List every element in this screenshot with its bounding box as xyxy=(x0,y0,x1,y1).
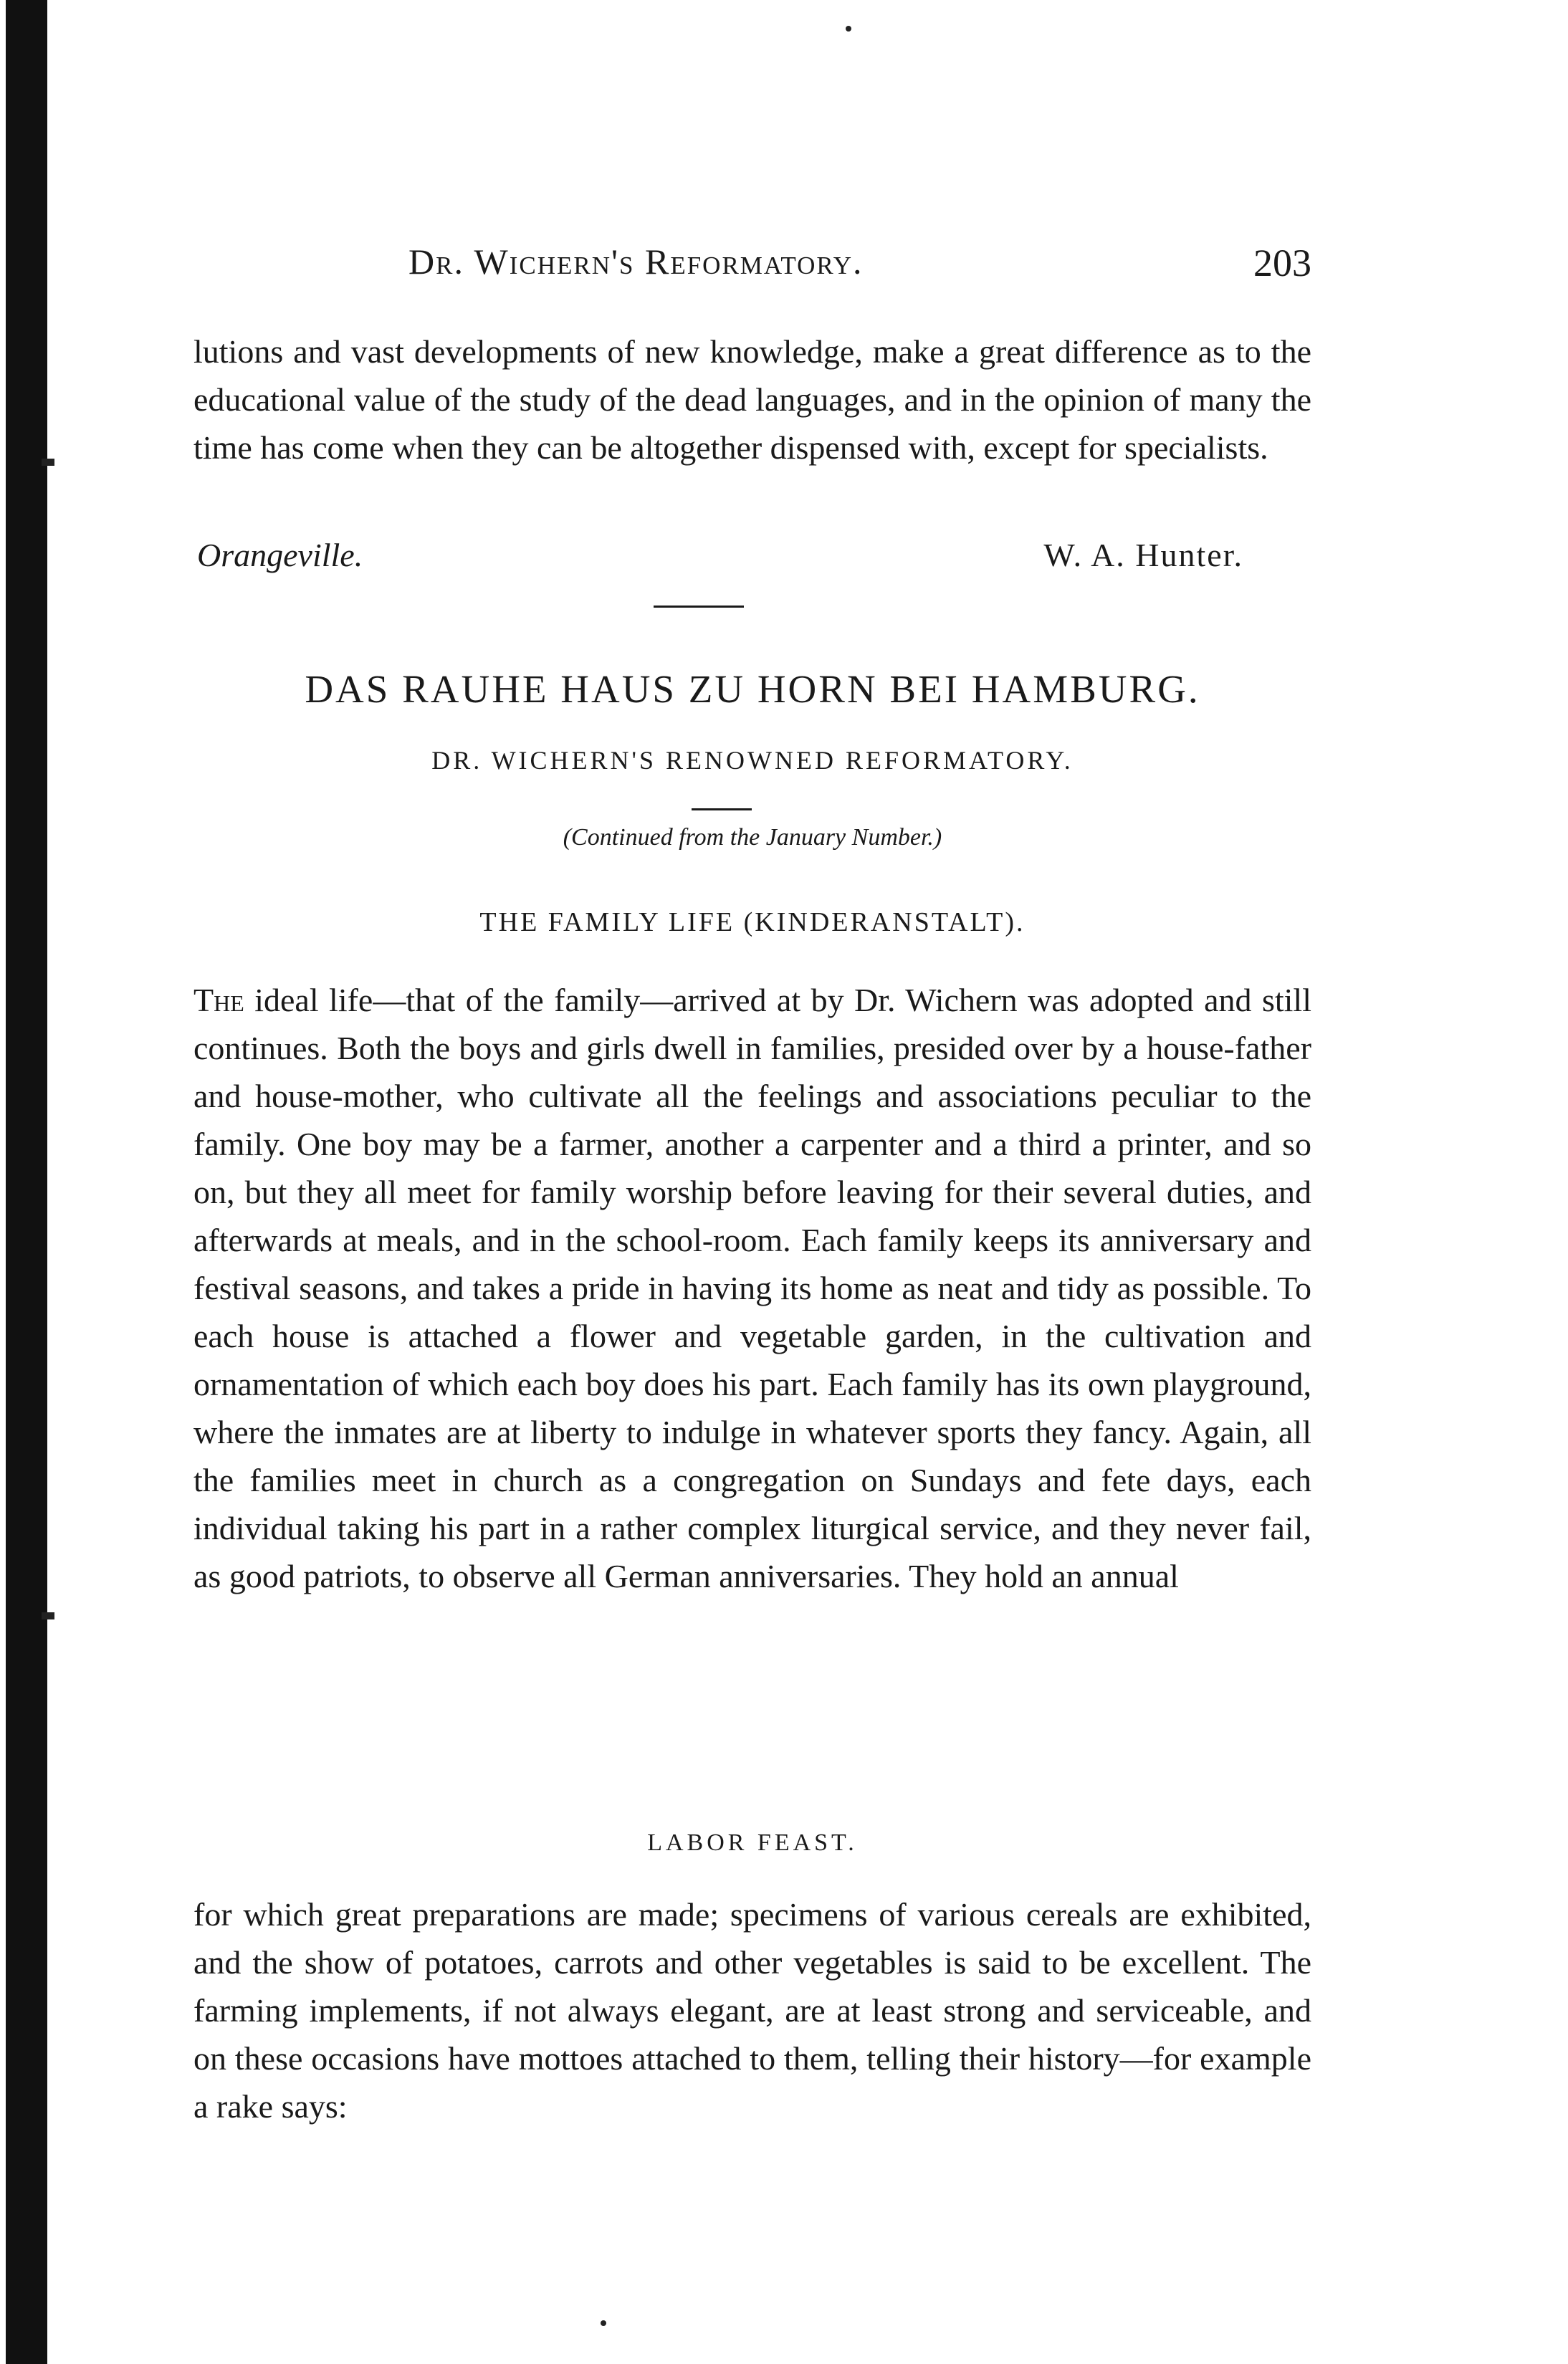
article-title: DAS RAUHE HAUS ZU HORN BEI HAMBURG. xyxy=(305,667,1200,711)
family-life-paragraph xyxy=(193,976,1311,1600)
previous-article-closing-paragraph: lutions and vast developments of new knowledge, make a great difference as to the educational value of the study of the dead languages, and in the opinion of many the time has come when they can be altogether dispensed with, except for specialists. xyxy=(193,333,1311,466)
print-speck xyxy=(601,2320,606,2326)
signature-line xyxy=(193,536,1311,586)
running-header-title: Dr. Wichern's Reformatory. xyxy=(408,241,864,282)
section-divider xyxy=(654,606,744,608)
signature-place: Orangeville. xyxy=(197,537,363,573)
spine-mark xyxy=(42,1612,54,1619)
article-subtitle: DR. WICHERN'S RENOWNED REFORMATORY. xyxy=(431,746,1074,775)
paragraph-lead-word: The xyxy=(193,982,244,1018)
continued-note: (Continued from the January Number.) xyxy=(563,824,942,851)
section-heading: THE FAMILY LIFE (KINDERANSTALT). xyxy=(479,907,1026,937)
labor-feast-heading: LABOR FEAST. xyxy=(647,1829,858,1856)
running-header xyxy=(193,241,1311,298)
spine-mark xyxy=(42,459,54,466)
paragraph-body: ideal life—that of the family—arrived at by Dr. Wichern was adopted and still continues. Both the boys and girls dwell in families, presided over by a house-father and house-mother, who cultivate all the feelings and associations peculiar to the family. One boy may be a farmer, another a carpenter and a third a printer, and so on, but they all meet for family worship before leaving for their several duties, and afterwards at meals, and in the school-room. Each family keeps its anniversary and festival seasons, and takes a pride in having its home as neat and tidy as possible. To each house is attached a flower and vegetable garden, in the cultivation and ornamentation of which each boy does his part. Each family has its own playground, where the inmates are at liberty to indulge in whatever sports they fancy. Again, all the families meet in church as a congregation on Sundays and fete days, each individual taking his part in a rather complex liturgical service, and they never fail, as good patriots, to observe all German anniversaries. They hold an annual xyxy=(193,982,1311,1594)
book-spine-edge xyxy=(6,0,47,2364)
signature-name: W. A. Hunter. xyxy=(1043,537,1243,573)
subtitle-divider xyxy=(692,808,752,810)
labor-feast-paragraph: for which great preparations are made; specimens of various cereals are exhibited, and the show of potatoes, carrots and other vegetables is said to be excellent. The farming implements, if not always elegant, are at least strong and serviceable, and on these occasions have mottoes attached to them, telling their history—for example a rake says: xyxy=(193,1896,1311,2125)
page-number: 203 xyxy=(1253,241,1311,284)
print-speck xyxy=(846,26,851,32)
